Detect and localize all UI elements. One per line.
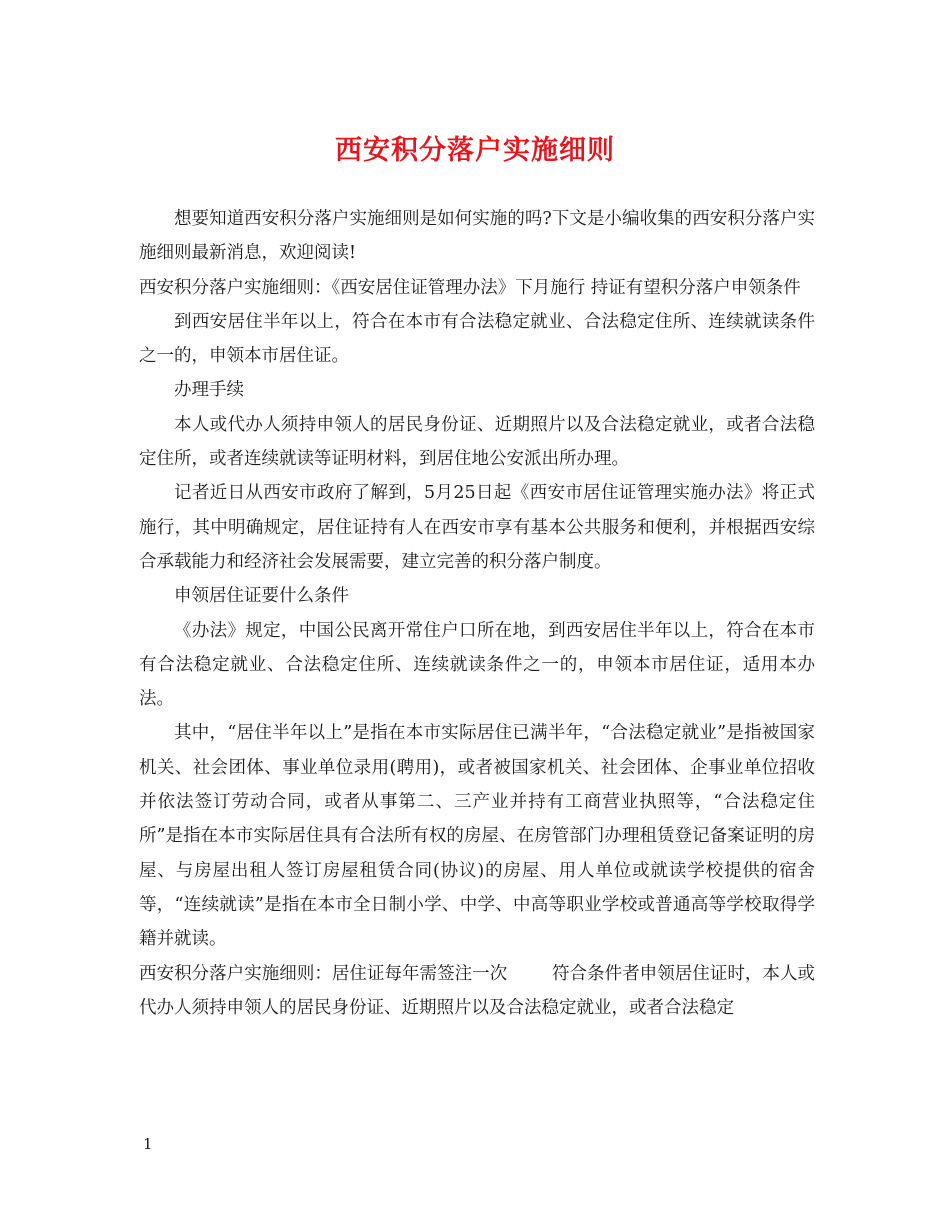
- paragraph: 《办法》规定，中国公民离开常住户口所在地，到西安居住半年以上，符合在本市有合法稳定就业、合法稳定住所、连续就读条件之一的，申领本市居住证，适用本办法。: [139, 620, 815, 710]
- paragraph: 本人或代办人须持申领人的居民身份证、近期照片以及合法稳定就业，或者合法稳定住所，或者连续就读等证明材料，到居住地公安派出所办理。: [139, 414, 815, 470]
- page-number: 1: [143, 1135, 153, 1153]
- paragraph: 记者近日从西安市政府了解到，5月25日起《西安市居住证管理实施办法》将正式施行，其中明确规定，居住证持有人在西安市享有基本公共服务和便利，并根据西安综合承载能力和经济社会发展需要，建立完善的积分落户制度。: [139, 483, 815, 572]
- paragraph: 西安积分落户实施细则：居住证每年需签注一次 符合条件者申领居住证时，本人或代办人须持申领人的居民身份证、近期照片以及合法稳定就业，或者合法稳定: [139, 963, 815, 1018]
- paragraph: 西安积分落户实施细则：《西安居住证管理办法》下月施行 持证有望积分落户申领条件: [139, 277, 801, 298]
- section-heading: 办理手续: [174, 380, 244, 401]
- document-title: 西安积分落户实施细则: [335, 135, 615, 166]
- document-body: [139, 202, 815, 1025]
- section-heading: 申领居住证要什么条件: [174, 586, 349, 607]
- paragraph: 到西安居住半年以上，符合在本市有合法稳定就业、合法稳定住所、连续就读条件之一的，申领本市居住证。: [139, 311, 815, 367]
- paragraph: 其中，“居住半年以上”是指在本市实际居住已满半年，“合法稳定就业”是指被国家机关、社会团体、事业单位录用(聘用)，或者被国家机关、社会团体、企事业单位招收并依法签订劳动合同，或者从事第二、三产业并持有工商营业执照等，“合法稳定住所”是指在本市实际居住具有合法所有权的房屋、在房管部门办理租赁登记备案证明的房屋、与房屋出租人签订房屋租赁合同(协议)的房屋、用人单位或就读学校提供的宿舍等，“连续就读”是指在本市全日制小学、中学、中高等职业学校或普通高等学校取得学籍并就读。: [139, 723, 815, 950]
- paragraph: 想要知道西安积分落户实施细则是如何实施的吗?下文是小编收集的西安积分落户实施细则最新消息，欢迎阅读!: [139, 209, 815, 264]
